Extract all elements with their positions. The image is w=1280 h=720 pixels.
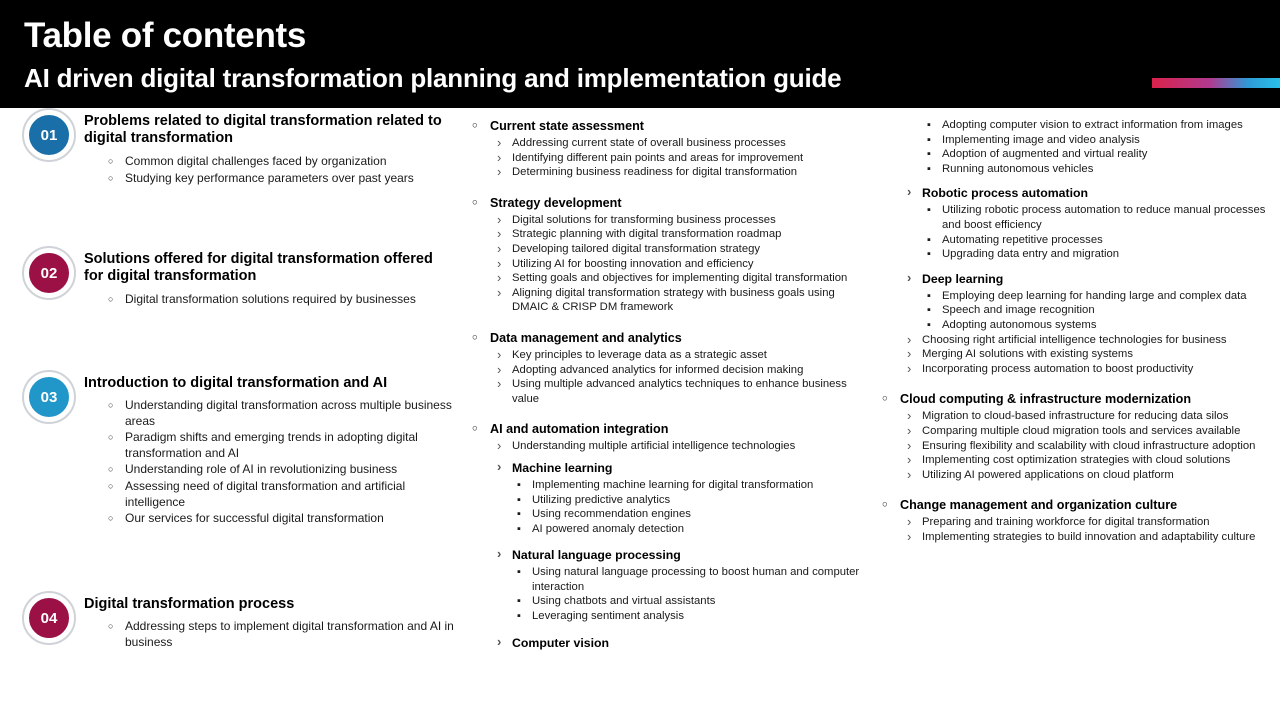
subgroup-title: › Robotic process automation: [880, 185, 1270, 201]
badge-number-03: 03: [26, 374, 72, 420]
group-title: ○ Change management and organization culture: [880, 497, 1270, 513]
group-title: ○ Cloud computing & infrastructure modernization: [880, 391, 1270, 407]
group-change-management: [880, 497, 1270, 544]
toc-block-items-04: [106, 619, 456, 651]
page-subtitle: AI driven digital transformation planning and implementation guide: [24, 63, 842, 93]
sub-item: ▪ Adopting autonomous systems: [880, 318, 1270, 333]
sub-item: › Using multiple advanced analytics techniques to enhance business value: [470, 377, 870, 406]
group-title: ○ Data management and analytics: [470, 330, 870, 346]
sub-item: › Key principles to leverage data as a strategic asset: [470, 348, 870, 363]
sub-item: ▪ Implementing machine learning for digital transformation: [470, 478, 870, 493]
sub-item: ▪ Utilizing predictive analytics: [470, 493, 870, 508]
middle-column: [470, 118, 870, 660]
sub-item: ▪ Automating repetitive processes: [880, 233, 1270, 248]
sub-item: ▪ Using chatbots and virtual assistants: [470, 594, 870, 609]
sub-item: › Incorporating process automation to boost productivity: [880, 362, 1270, 377]
sub-item: › Implementing strategies to build innovation and adaptability culture: [880, 530, 1270, 545]
sub-item: ▪ Adopting computer vision to extract information from images: [880, 118, 1270, 133]
sub-item: ▪ Running autonomous vehicles: [880, 162, 1270, 177]
computer-vision-items: [880, 118, 1270, 176]
page-title: Table of contents: [24, 16, 307, 55]
toc-block-title-02: Solutions offered for digital transformation offered for digital transformation: [84, 251, 433, 284]
list-item: ○ Paradigm shifts and emerging trends in adopting digital transformation and AI: [106, 430, 456, 461]
sub-item: ▪ Adoption of augmented and virtual reality: [880, 147, 1270, 162]
sub-item: ▪ Upgrading data entry and migration: [880, 247, 1270, 262]
sub-item: ▪ Leveraging sentiment analysis: [470, 609, 870, 624]
right-column: [880, 118, 1270, 553]
sub-item: › Setting goals and objectives for implementing digital transformation: [470, 271, 870, 286]
group-title: ○ Current state assessment: [470, 118, 870, 134]
group-data-management-and-analytics: [470, 330, 870, 406]
sub-item: › Implementing cost optimization strategies with cloud solutions: [880, 453, 1270, 468]
sub-item: › Merging AI solutions with existing systems: [880, 347, 1270, 362]
list-item: ○ Studying key performance parameters over past years: [106, 171, 456, 187]
accent-bar: [1152, 78, 1280, 88]
list-item: ○ Common digital challenges faced by organization: [106, 154, 456, 170]
sub-item: › Choosing right artificial intelligence technologies for business: [880, 333, 1270, 348]
list-item: ○ Assessing need of digital transformation and artificial intelligence: [106, 479, 456, 510]
group-cloud-computing: [880, 391, 1270, 482]
sub-item: › Comparing multiple cloud migration tools and services available: [880, 424, 1270, 439]
sub-item: › Digital solutions for transforming business processes: [470, 213, 870, 228]
list-item: ○ Our services for successful digital transformation: [106, 511, 456, 527]
list-item: ○ Digital transformation solutions required by businesses: [106, 292, 456, 308]
sub-item: ▪ Utilizing robotic process automation to reduce manual processes and boost efficiency: [880, 203, 1270, 232]
slide-header: [0, 0, 1280, 108]
sub-item: ▪ Implementing image and video analysis: [880, 133, 1270, 148]
group-title: ○ AI and automation integration: [470, 421, 870, 437]
group-strategy-development: [470, 195, 870, 315]
badge-number-01: 01: [26, 112, 72, 158]
sub-item: › Utilizing AI powered applications on cloud platform: [880, 468, 1270, 483]
group-title: ○ Strategy development: [470, 195, 870, 211]
sub-item: ▪ Using recommendation engines: [470, 507, 870, 522]
sub-item: › Adopting advanced analytics for informed decision making: [470, 363, 870, 378]
left-column: [0, 108, 452, 720]
sub-item: › Strategic planning with digital transformation roadmap: [470, 227, 870, 242]
subgroup-title-computer-vision: › Computer vision: [470, 635, 870, 651]
sub-item: › Identifying different pain points and areas for improvement: [470, 151, 870, 166]
sub-item: › Migration to cloud-based infrastructure for reducing data silos: [880, 409, 1270, 424]
sub-item: › Utilizing AI for boosting innovation and efficiency: [470, 257, 870, 272]
list-item: ○ Understanding digital transformation across multiple business areas: [106, 398, 456, 429]
toc-block-items-03: [106, 398, 456, 528]
sub-item: › Determining business readiness for digital transformation: [470, 165, 870, 180]
toc-block-items-02: [106, 292, 456, 309]
toc-block-title-01: Problems related to digital transformation related to digital transformation: [84, 113, 442, 146]
toc-block-items-01: [106, 154, 456, 187]
badge-number-04: 04: [26, 595, 72, 641]
sub-item: › Understanding multiple artificial intelligence technologies: [470, 439, 870, 454]
sub-item: › Addressing current state of overall business processes: [470, 136, 870, 151]
badge-number-02: 02: [26, 250, 72, 296]
sub-item: ▪ Using natural language processing to boost human and computer interaction: [470, 565, 870, 594]
sub-item: › Preparing and training workforce for digital transformation: [880, 515, 1270, 530]
subgroup-title-machine-learning: › Machine learning: [470, 460, 870, 476]
list-item: ○ Understanding role of AI in revolutionizing business: [106, 462, 456, 478]
subgroup-deep-learning: [880, 271, 1270, 377]
sub-item: ▪ Employing deep learning for handing large and complex data: [880, 289, 1270, 304]
sub-item: ▪ AI powered anomaly detection: [470, 522, 870, 537]
toc-block-title-04: Digital transformation process: [84, 596, 295, 612]
subgroup-robotic-process-automation: [880, 185, 1270, 261]
sub-item: › Ensuring flexibility and scalability with cloud infrastructure adoption: [880, 439, 1270, 454]
sub-item: › Developing tailored digital transformation strategy: [470, 242, 870, 257]
toc-block-title-03: Introduction to digital transformation and AI: [84, 375, 388, 391]
subgroup-title: › Deep learning: [880, 271, 1270, 287]
list-item: ○ Addressing steps to implement digital transformation and AI in business: [106, 619, 456, 650]
sub-item: ▪ Speech and image recognition: [880, 303, 1270, 318]
sub-item: › Aligning digital transformation strategy with business goals using DMAIC & CRISP DM framework: [470, 286, 870, 315]
subgroup-title-natural-language-processing: › Natural language processing: [470, 547, 870, 563]
group-current-state-assessment: [470, 118, 870, 180]
group-ai-and-automation-integration: [470, 421, 870, 650]
